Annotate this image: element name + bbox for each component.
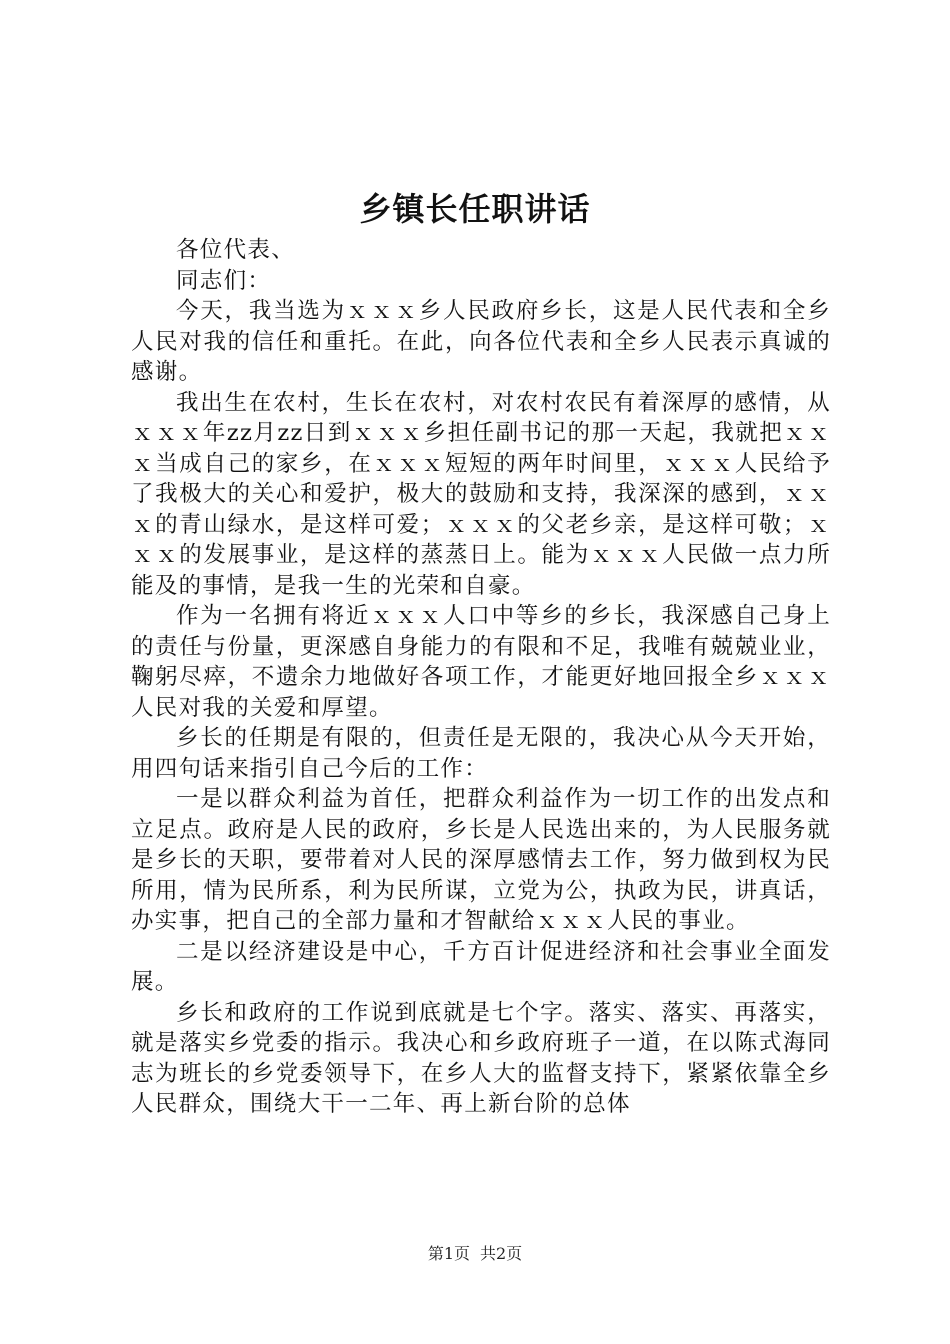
paragraph: 乡长的任期是有限的，但责任是无限的，我决心从今天开始，用四句话来指引自己今后的工作： bbox=[131, 725, 831, 782]
salutation-line-1: 各位代表、 bbox=[176, 237, 296, 263]
paragraph: 乡长和政府的工作说到底就是七个字。落实、落实、再落实，就是落实乡党委的指示。我决心和乡政府班子一道，在以陈式海同志为班长的乡党委领导下，在乡人大的监督支持下，紧紧依靠全乡人民群众，围绕大干一二年、再上新台阶的总体 bbox=[131, 999, 831, 1117]
page-total: 共2页 bbox=[480, 1244, 523, 1263]
paragraph: 今天，我当选为ｘｘｘ乡人民政府乡长，这是人民代表和全乡人民对我的信任和重托。在此，向各位代表和全乡人民表示真诚的感谢。 bbox=[131, 298, 831, 385]
paragraph: 二是以经济建设是中心，千方百计促进经济和社会事业全面发展。 bbox=[131, 938, 831, 995]
page-footer bbox=[0, 1243, 950, 1265]
document-body bbox=[131, 235, 831, 1120]
paragraph: 我出生在农村，生长在农村，对农村农民有着深厚的感情，从ｘｘｘ年zz月zz日到ｘｘｘ乡担任副书记的那一天起，我就把ｘｘｘ当成自己的家乡，在ｘｘｘ短短的两年时间里，ｘｘｘ人民给予了我极大的关心和爱护，极大的鼓励和支持，我深深的感到，ｘｘｘ的青山绿水，是这样可爱；ｘｘｘ的父老乡亲，是这样可敬；ｘｘｘ的发展事业，是这样的蒸蒸日上。能为ｘｘｘ人民做一点力所能及的事情，是我一生的光荣和自豪。 bbox=[131, 389, 831, 599]
paragraph: 作为一名拥有将近ｘｘｘ人口中等乡的乡长，我深感自己身上的责任与份量，更深感自身能力的有限和不足，我唯有兢兢业业，鞠躬尽瘁，不遗余力地做好各项工作，才能更好地回报全乡ｘｘｘ人民对我的关爱和厚望。 bbox=[131, 603, 831, 721]
document-title: 乡镇长任职讲话 bbox=[359, 190, 591, 228]
page-number: 第1页 bbox=[427, 1244, 470, 1263]
salutation-line-2: 同志们： bbox=[176, 267, 272, 294]
paragraph: 一是以群众利益为首任，把群众利益作为一切工作的出发点和立足点。政府是人民的政府，乡长是人民选出来的，为人民服务就是乡长的天职，要带着对人民的深厚感情去工作，努力做到权为民所用，情为民所系，利为民所谋，立党为公，执政为民，讲真话，办实事，把自己的全部力量和才智献给ｘｘｘ人民的事业。 bbox=[131, 786, 831, 934]
